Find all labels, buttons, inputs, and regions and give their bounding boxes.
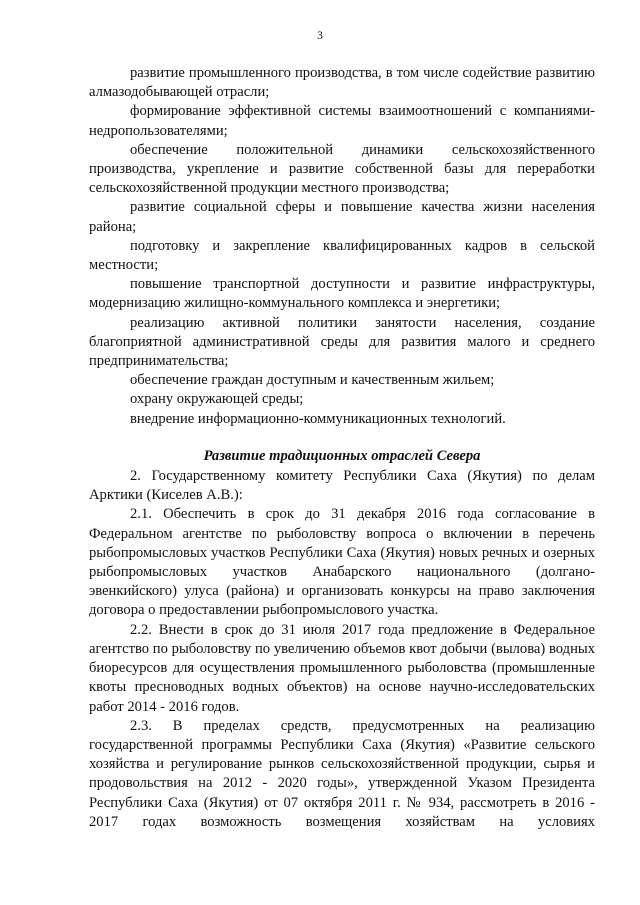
- paragraph-ict: внедрение информационно-коммуникационных технологий.: [130, 410, 506, 427]
- paragraph-personnel: подготовку и закрепление квалифицированных кадров в сельской местности;: [89, 237, 595, 274]
- paragraph-social-sphere: развитие социальной сферы и повышение качества жизни населения района;: [89, 199, 595, 235]
- paragraph-subsoil-users: формирование эффективной системы взаимоотношений с компаниями-недропользователями;: [89, 103, 595, 139]
- page-number: 3: [317, 30, 323, 42]
- paragraph-industry: развитие промышленного производства, в том числе содействие развитию алмазодобывающей отрасли;: [89, 65, 595, 101]
- paragraph-item-2-2: 2.2. Внести в срок до 31 июля 2017 года предложение в Федеральное агентство по рыболовству по увеличению объемов квот добычи (вылова) водных биоресурсов для осуществления промышленного рыболовства (промышленные квоты пресноводных водных объектов) на основе научно-исследовательских работ 2014 - 2016 годов.: [89, 621, 595, 715]
- paragraph-item-2-1: 2.1. Обеспечить в срок до 31 декабря 2016 года согласование в Федеральном агентстве по рыболовству вопроса о включении в перечень рыбопромысловых участков Республики Саха (Якутия) новых речных и озерных рыбопромысловых участков Анабарского национального (долгано-эвенкийского) улуса (района) и организовать конкурсы на право заключения договора о предоставлении рыбопромыслового участка.: [89, 506, 595, 619]
- section-heading: Развитие традиционных отраслей Севера: [203, 447, 481, 464]
- document-body: [89, 64, 595, 832]
- paragraph-item-2-3: 2.3. В пределах средств, предусмотренных на реализацию государственной программы Республики Саха (Якутия) «Развитие сельского хозяйства и регулирование рынков сельскохозяйственной продукции, сырья и продовольствия на 2012 - 2020 годы», утвержденной Указом Президента Республики Саха (Якутия) от 07 октября 2011 г. № 934, рассмотреть в 2016 - 2017 годах возможность возмещения хозяйствам на условиях: [89, 717, 595, 830]
- paragraph-housing: обеспечение граждан доступным и качественным жильем;: [130, 372, 495, 389]
- paragraph-agriculture: обеспечение положительной динамики сельскохозяйственного производства, укрепление и развитие собственной базы для переработки сельскохозяйственной продукции местного производства;: [89, 141, 595, 197]
- paragraph-transport: повышение транспортной доступности и развитие инфраструктуры, модернизацию жилищно-коммунального комплекса и энергетики;: [89, 276, 595, 312]
- paragraph-environment: охрану окружающей среды;: [130, 391, 304, 408]
- paragraph-employment: реализацию активной политики занятости населения, создание благоприятной административной среды для развития малого и среднего предпринимательства;: [89, 314, 595, 370]
- paragraph-item-2: 2. Государственному комитету Республики Саха (Якутия) по делам Арктики (Киселев А.В.):: [89, 468, 595, 504]
